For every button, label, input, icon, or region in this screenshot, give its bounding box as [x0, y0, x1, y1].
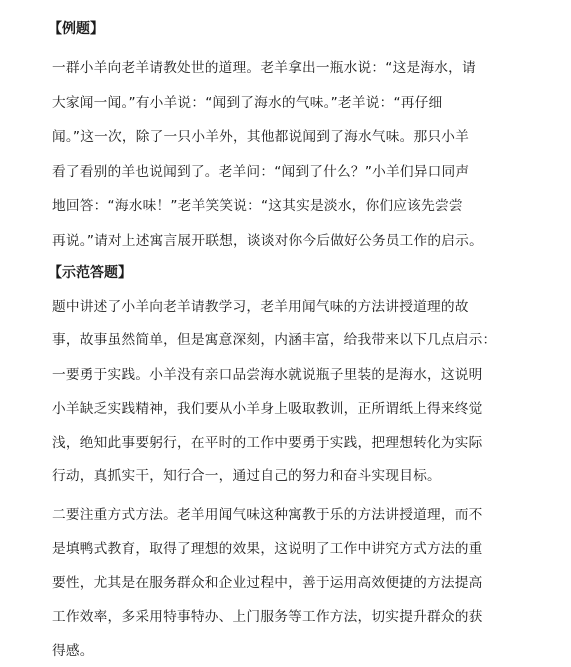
answer-line: 工作效率，多采用特事特办、上门服务等工作方法，切实提升群众的获	[52, 609, 483, 625]
example-line: 地回答：“海水味！”老羊笑笑说：“这其实是淡水，你们应该先尝尝	[52, 198, 463, 214]
example-line: 一群小羊向老羊请教处世的道理。老羊拿出一瓶水说：“这是海水，请	[52, 60, 476, 76]
example-line: 大家闻一闻。”有小羊说：“闻到了海水的气味。”老羊说：“再仔细	[52, 95, 443, 111]
example-heading: 【例题】	[48, 21, 104, 37]
example-line: 再说。”请对上述寓言展开联想，谈谈对你今后做好公务员工作的启示。	[52, 233, 483, 249]
answer-line: 得感。	[52, 643, 94, 659]
answer-line: 浅，绝知此事要躬行，在平时的工作中要勇于实践，把理想转化为实际	[52, 435, 483, 451]
answer-heading: 【示范答题】	[48, 265, 132, 281]
example-line: 看了看别的羊也说闻到了。老羊问：“闻到了什么？”小羊们异口同声	[52, 164, 470, 180]
answer-line: 题中讲述了小羊向老羊请教学习，老羊用闻气味的方法讲授道理的故	[52, 299, 469, 315]
answer-line: 是填鸭式教育，取得了理想的效果，这说明了工作中讲究方式方法的重	[52, 541, 483, 557]
answer-line: 行动，真抓实干，知行合一，通过自己的努力和奋斗实现目标。	[52, 468, 441, 484]
answer-line: 要性，尤其是在服务群众和企业过程中，善于运用高效便捷的方法提高	[52, 575, 483, 591]
answer-line: 小羊缺乏实践精神，我们要从小羊身上吸取教训，正所谓纸上得来终觉	[52, 401, 483, 417]
answer-line: 事，故事虽然简单，但是寓意深刻，内涵丰富，给我带来以下几点启示：	[52, 332, 497, 348]
answer-line: 一要勇于实践。小羊没有亲口品尝海水就说瓶子里装的是海水，这说明	[52, 367, 483, 383]
answer-line: 二要注重方式方法。老羊用闻气味这种寓教于乐的方法讲授道理，而不	[52, 507, 483, 523]
example-line: 闻。”这一次，除了一只小羊外，其他都说闻到了海水气味。那只小羊	[52, 129, 470, 145]
